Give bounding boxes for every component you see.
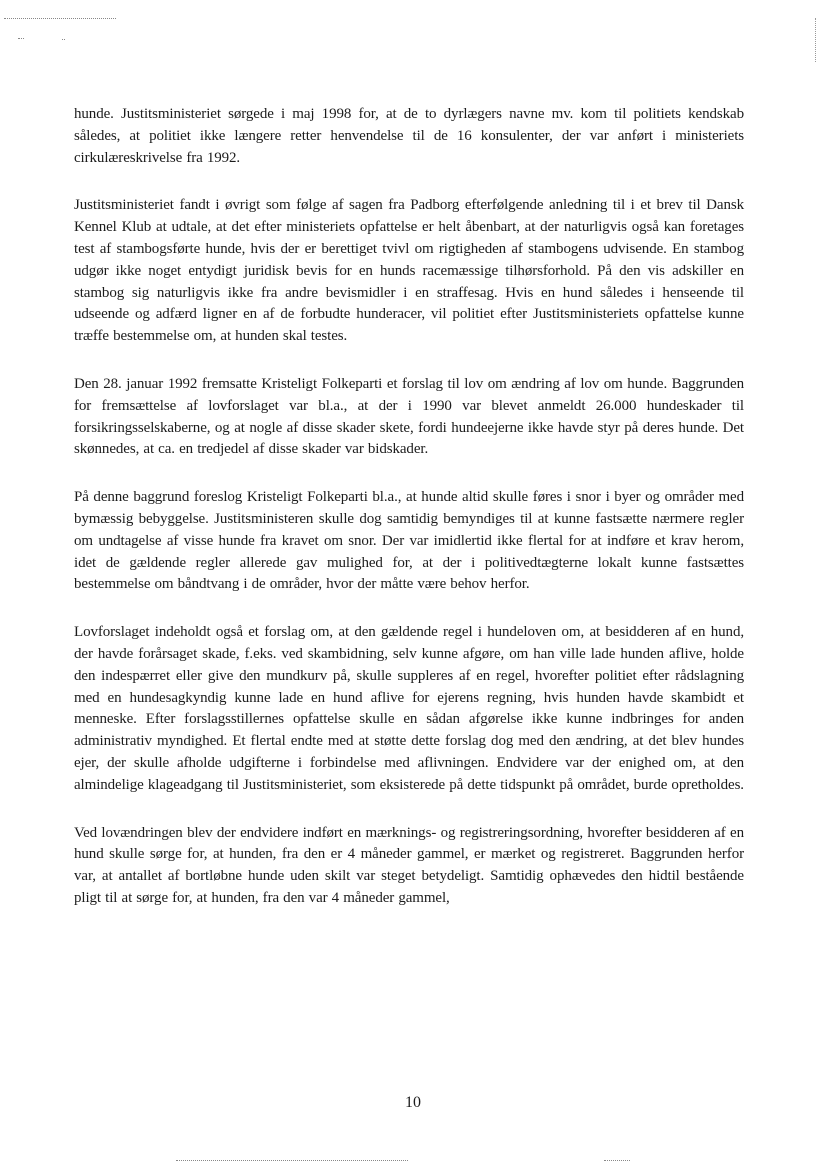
paragraph-2: Justitsministeriet fandt i øvrigt som følge af sagen fra Padborg efterfølgende anledning til i et brev til Dansk Kennel Klub at udtale, at det efter ministeriets opfattelse er helt åbenbart, at der naturligvis også kan foretages test af stambogsførte hunde, hvis der er berettiget tvivl om rigtigheden af stambogens udvisende. En stambog udgør ikke noget entydigt juridisk bevis for en hunds racemæssige tilhørsforhold. På den vis adskiller en stambog sig naturligvis ikke fra andre bevismidler i en straffesag. Hvis en hund således i henseende til udseende og adfærd ligner en af de forbudte hunderacer, vil politiet efter Justitsministeriets opfattelse kunne træffe bestemmelse om, at hunden skal testes. <box>74 197 744 345</box>
paragraph-5: Lovforslaget indeholdt også et forslag om, at den gældende regel i hundeloven om, at besidderen af en hund, der havde forårsaget skade, f.eks. ved skambidning, selv kunne afgøre, om han ville lade hunden aflive, holde den indespærret eller give den mundkurv på, skulle suppleres af en regel, hvorefter politiet efter rådslagning med en hundesagkyndig kunne lade en hund aflive for ejerens regning, hvis hunden havde skambidt et menneske. Efter forslagsstillernes opfattelse skulle en sådan afgørelse ikke kunne indbringes for anden administrativ myndighed. Et flertal endte med at støtte dette forslag dog med den ændring, at det blev hundes ejer, der skulle afholde udgifterne i forbindelse med aflivningen. Endvidere var der enighed om, at den almindelige klageadgang til Justitsministeriet, som eksisterede på dette tidspunkt på området, burde opretholdes. <box>74 624 744 793</box>
paragraph-6: Ved lovændringen blev der endvidere indført en mærknings- og registreringsordning, hvorefter besidderen af en hund skulle sørge for, at hunden, fra den er 4 måneder gammel, er mærket og registreret. Baggrunden herfor var, at antallet af bortløbne hunde uden skilt var steget betydeligt. Samtidig ophævedes den hidtil bestående pligt til at sørge for, at hunden, fra den var 4 måneder gammel, <box>74 824 744 906</box>
paragraph-1: hunde. Justitsministeriet sørgede i maj 1998 for, at de to dyrlægers navne mv. kom til politiets kendskab således, at politiet ikke længere retter henvendelse til de 16 konsulenter, der var anført i ministeriets cirkulæreskrivelse fra 1992. <box>74 106 744 166</box>
scan-artifact-top-left-dash <box>62 39 65 40</box>
scan-artifact-right-edge <box>815 18 816 62</box>
scan-artifact-bottom-left <box>176 1160 408 1161</box>
scan-artifact-bottom-right <box>604 1160 630 1161</box>
paragraph-3: Den 28. januar 1992 fremsatte Kristeligt Folkeparti et forslag til lov om ændring af lov om hunde. Baggrunden for fremsættelse af lovforslaget var bl.a., at der i 1990 var blevet anmeldt 26.000 hundeskader til forsikringsselskaberne, og at nogle af disse skader skete, fordi hundeejerne ikke havde styr på deres hunde. Det skønnedes, at ca. en tredjedel af disse skader var bidskader. <box>74 375 744 458</box>
body-text <box>74 104 744 936</box>
scan-artifact-top-left-small <box>18 38 24 39</box>
page-number: 10 <box>405 1094 421 1111</box>
scan-artifact-top-left <box>4 18 116 19</box>
paragraph-4: På denne baggrund foreslog Kristeligt Folkeparti bl.a., at hunde altid skulle føres i snor i byer og områder med bymæssig bebyggelse. Justitsministeren skulle dog samtidig bemyndiges til at kunne fastsætte nærmere regler om undtagelse af visse hunde fra kravet om snor. Der var imidlertid ikke flertal for at indføre et krav herom, idet de gældende regler allerede gav mulighed for, at der i politivedtægterne lokalt kunne fastsættes bestemmelse om båndtvang i de områder, hvor der måtte være behov herfor. <box>74 489 744 593</box>
